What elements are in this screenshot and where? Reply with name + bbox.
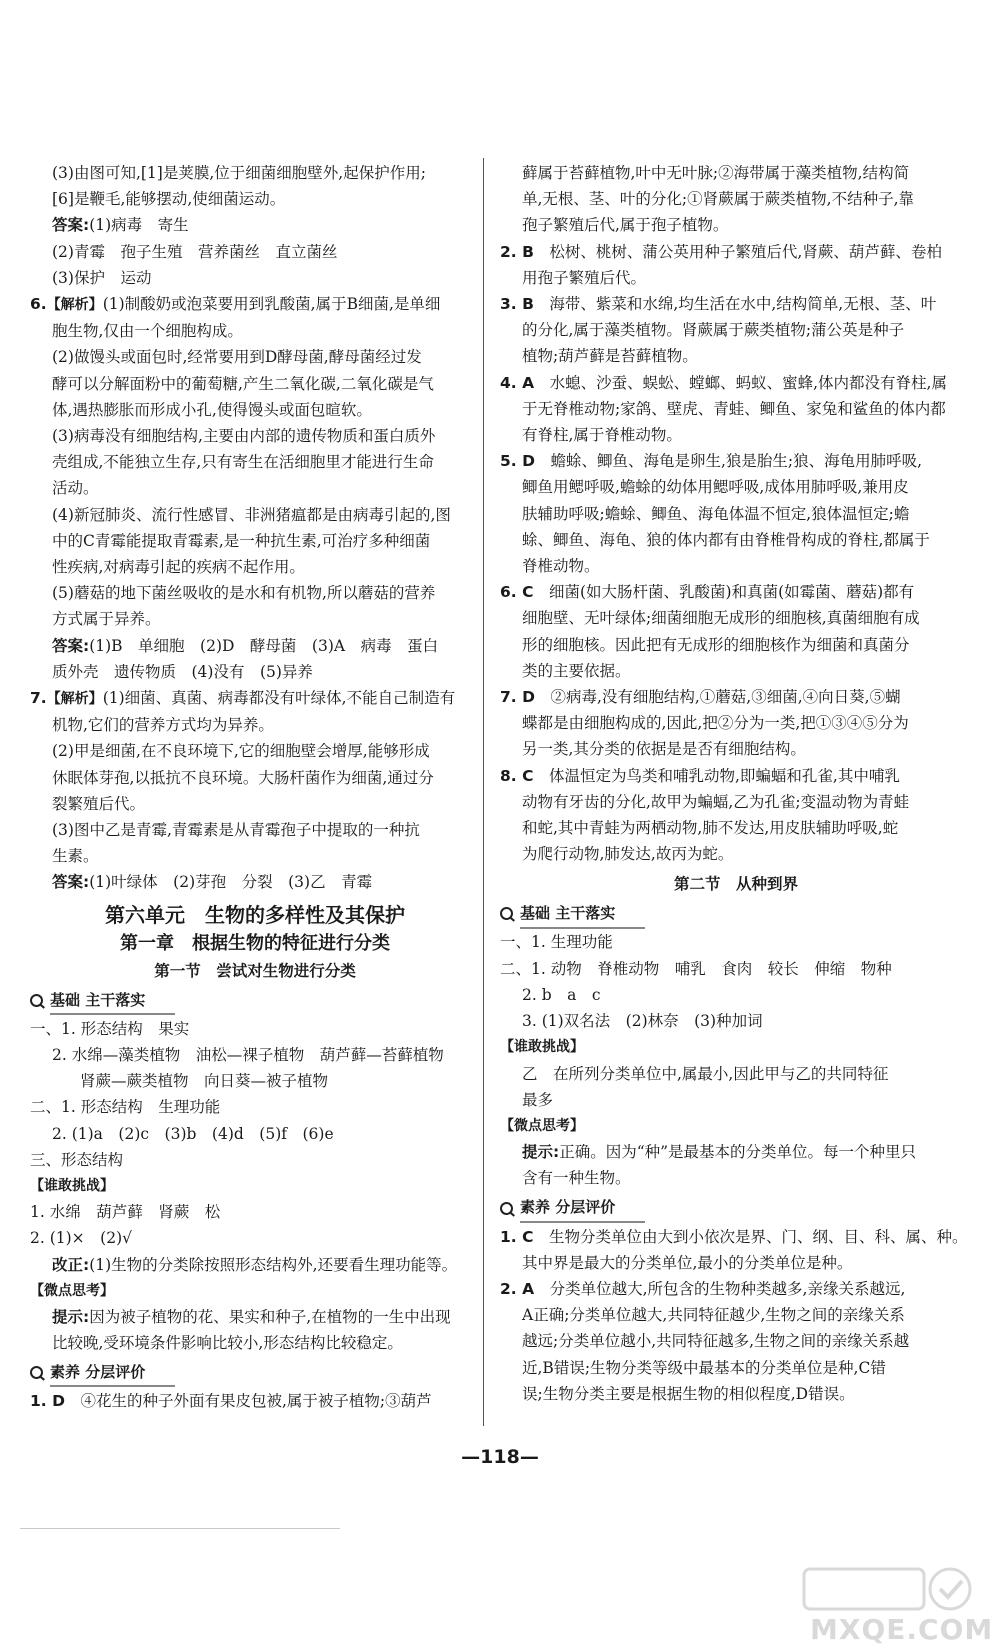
left-column bbox=[30, 160, 480, 1415]
text-line: 细胞壁、无叶绿体;细菌细胞无成形的细胞核,真菌细胞有成 bbox=[522, 609, 920, 628]
text-line: 鲫鱼用鳃呼吸,蟾蜍的幼体用鳃呼吸,成体用肺呼吸,兼用皮 bbox=[522, 478, 909, 497]
text-line: 蜍、鲫鱼、海龟、狼的体内都有由脊椎骨构成的脊柱,都属于 bbox=[522, 530, 930, 549]
question-number: 3. B bbox=[500, 295, 534, 314]
text-line: 体温恒定为鸟类和哺乳动物,即蝙蝠和孔雀,其中哺乳 bbox=[548, 766, 900, 785]
text-line: (3)病毒没有细胞结构,主要由内部的遗传物质和蛋白质外 bbox=[52, 427, 436, 446]
answer-text: (1)病毒 寄生 bbox=[89, 216, 189, 235]
section-header-evaluation bbox=[500, 1196, 972, 1222]
text-line: 藓属于苔藓植物,叶中无叶脉;②海带属于藻类植物,结构简 bbox=[522, 164, 910, 182]
text-line: (5)蘑菇的地下菌丝吸收的是水和有机物,所以蘑菇的营养 bbox=[52, 584, 436, 603]
question-number: 2. B bbox=[500, 242, 534, 261]
answer-label: 答案: bbox=[52, 216, 90, 235]
right-column bbox=[500, 160, 972, 1407]
think-tag: 【微点思考】 bbox=[500, 1117, 584, 1134]
text-line: (3)图中乙是青霉,青霉素是从青霉孢子中提取的一种抗 bbox=[52, 821, 420, 840]
text-line: 正确。因为“种”是最基本的分类单位。每一个种里只 bbox=[559, 1143, 917, 1162]
challenge-tag: 【谁敢挑战】 bbox=[500, 1039, 584, 1056]
text-line: 2. (1)× (2)√ bbox=[30, 1229, 132, 1248]
text-line: 有脊柱,属于脊椎动物。 bbox=[522, 426, 682, 445]
text-line: (1)制酸奶或泡菜要用到乳酸菌,属于B细菌,是单细 bbox=[102, 295, 441, 314]
text-line: 3. (1)双名法 (2)林奈 (3)种加词 bbox=[522, 1012, 763, 1031]
text-line: 性疾病,对病毒引起的疾病不起作用。 bbox=[52, 558, 305, 577]
text-line: 比较晚,受环境条件影响比较小,形态结构比较稳定。 bbox=[52, 1334, 403, 1353]
text-line: 一、1. 形态结构 果实 bbox=[30, 1019, 190, 1038]
text-line: A正确;分类单位越大,共同特征越少,生物之间的亲缘关系 bbox=[522, 1306, 905, 1325]
text-line: 分类单位越大,所包含的生物种类越多,亲缘关系越远, bbox=[549, 1279, 906, 1298]
section-header-basics bbox=[30, 988, 480, 1014]
text-line: 松树、桃树、蒲公英用种子繁殖后代,肾蕨、葫芦藓、卷柏 bbox=[549, 242, 942, 261]
text-line: 二、1. 动物 脊椎动物 哺乳 食肉 较长 伸缩 物种 bbox=[500, 959, 892, 978]
text-line: 形的细胞核。因此把有无成形的细胞核作为细菌和真菌分 bbox=[522, 635, 910, 654]
text-line: 近,B错误;生物分类等级中最基本的分类单位是种,C错 bbox=[522, 1358, 886, 1377]
text-line: 蝶都是由细胞构成的,因此,把②分为一类,把①③④⑤分为 bbox=[522, 714, 909, 733]
question-number: 7. D bbox=[500, 688, 535, 707]
text-line: 2. b a c bbox=[522, 985, 601, 1004]
hint-label: 提示: bbox=[522, 1143, 560, 1162]
text-line: 用孢子繁殖后代。 bbox=[522, 268, 647, 287]
answer-label: 答案: bbox=[52, 636, 90, 655]
challenge-tag: 【谁敢挑战】 bbox=[30, 1177, 114, 1194]
text-line: 肾蕨—蕨类植物 向日葵—被子植物 bbox=[80, 1072, 329, 1091]
text-line: 另一类,其分类的依据是是否有细胞结构。 bbox=[522, 740, 806, 759]
section-header-evaluation bbox=[30, 1360, 480, 1386]
text-line: 体,遇热膨胀而形成小孔,使得馒头或面包暄软。 bbox=[52, 400, 372, 419]
text-line: 机物,它们的营养方式均为异养。 bbox=[52, 716, 274, 735]
watermark-text: MXQE.COM bbox=[810, 1613, 994, 1646]
answer-text: (1)B 单细胞 (2)D 酵母菌 (3)A 病毒 蛋白 bbox=[89, 636, 439, 655]
section-header-label: 素养 分层评价 bbox=[520, 1194, 645, 1222]
text-line: (3)由图可知,[1]是荚膜,位于细菌细胞壁外,起保护作用; bbox=[52, 164, 426, 182]
text-line: 水螅、沙蚕、蜈蚣、螳螂、蚂蚁、蜜蜂,体内都没有脊柱,属 bbox=[549, 373, 947, 392]
section-title: 第二节 从种到界 bbox=[673, 875, 798, 894]
text-line: 细菌(如大肠杆菌、乳酸菌)和真菌(如霉菌、蘑菇)都有 bbox=[548, 583, 915, 602]
chapter-title: 第一章 根据生物的特征进行分类 bbox=[120, 932, 390, 954]
text-line: ②病毒,没有细胞结构,①蘑菇,③细菌,④向日葵,⑤蝴 bbox=[550, 688, 901, 707]
magnifier-icon bbox=[500, 1202, 514, 1216]
text-line: 于无脊椎动物;家鸽、壁虎、青蛙、鲫鱼、家兔和鲨鱼的体内都 bbox=[522, 399, 946, 418]
answer-text: 质外壳 遗传物质 (4)没有 (5)异养 bbox=[52, 662, 313, 681]
magnifier-icon bbox=[500, 907, 514, 921]
question-number: 1. C bbox=[500, 1227, 534, 1246]
text-line: 壳组成,不能独立生存,只有寄生在活细胞里才能进行生命 bbox=[52, 453, 434, 472]
question-number: 6. C bbox=[500, 583, 534, 602]
think-tag: 【微点思考】 bbox=[30, 1282, 114, 1299]
text-line: 裂繁殖后代。 bbox=[52, 794, 146, 813]
correction-label: 改正: bbox=[52, 1255, 90, 1274]
answer-label: 答案: bbox=[52, 873, 90, 892]
page-number: —118— bbox=[461, 1446, 539, 1468]
text-line: 休眠体芽孢,以抵抗不良环境。大肠杆菌作为细菌,通过分 bbox=[52, 768, 434, 787]
text-line: 1. 水绵 葫芦藓 肾蕨 松 bbox=[30, 1203, 221, 1222]
magnifier-icon bbox=[30, 1366, 44, 1380]
question-number: 1. D bbox=[30, 1392, 65, 1411]
text-line: 三、形态结构 bbox=[30, 1150, 124, 1169]
text-line: 二、1. 形态结构 生理功能 bbox=[30, 1098, 221, 1117]
text-line: 海带、紫菜和水绵,均生活在水中,结构简单,无根、茎、叶 bbox=[549, 295, 937, 314]
text-line: 的分化,属于藻类植物。肾蕨属于蕨类植物;蒲公英是种子 bbox=[522, 321, 905, 340]
text-line: 一、1. 生理功能 bbox=[500, 933, 613, 952]
section-header-basics bbox=[500, 901, 972, 927]
answer-text: (1)叶绿体 (2)芽孢 分裂 (3)乙 青霉 bbox=[89, 873, 373, 892]
text-line: 肤辅助呼吸;蟾蜍、鲫鱼、海龟体温不恒定,狼体温恒定;蟾 bbox=[522, 504, 910, 523]
text-line: 类的主要依据。 bbox=[522, 661, 631, 680]
text-line: 和蛇,其中青蛙为两栖动物,肺不发达,用皮肤辅助呼吸,蛇 bbox=[522, 819, 899, 838]
text-line: 因为被子植物的花、果实和种子,在植物的一生中出现 bbox=[89, 1307, 451, 1326]
text-line: (1)细菌、真菌、病毒都没有叶绿体,不能自己制造有 bbox=[102, 689, 456, 708]
magnifier-icon bbox=[30, 994, 44, 1008]
text-line: 蟾蜍、鲫鱼、海龟是卵生,狼是胎生;狼、海龟用肺呼吸, bbox=[550, 452, 923, 471]
text-line: 动物有牙齿的分化,故甲为蝙蝠,乙为孔雀;变温动物为青蛙 bbox=[522, 792, 910, 811]
text-line: 胞生物,仅由一个细胞构成。 bbox=[52, 322, 243, 341]
watermark-logo bbox=[800, 1565, 994, 1646]
question-number: 5. D bbox=[500, 452, 535, 471]
answer-text: (3)保护 运动 bbox=[52, 268, 152, 287]
text-line: (1)生物的分类除按照形态结构外,还要看生理功能等。 bbox=[89, 1255, 458, 1274]
analysis-tag: 【解析】 bbox=[46, 297, 103, 314]
text-line: 2. (1)a (2)c (3)b (4)d (5)f (6)e bbox=[52, 1124, 334, 1143]
answer-text: (2)青霉 孢子生殖 营养菌丝 直立菌丝 bbox=[52, 242, 338, 261]
text-line: 植物;葫芦藓是苔藓植物。 bbox=[522, 347, 698, 366]
text-line: ④花生的种子外面有果皮包被,属于被子植物;③葫芦 bbox=[80, 1392, 432, 1411]
question-number: 6. bbox=[30, 295, 47, 314]
text-line: 酵可以分解面粉中的葡萄糖,产生二氧化碳,二氧化碳是气 bbox=[52, 374, 434, 393]
question-number: 8. C bbox=[500, 766, 534, 785]
section-header-label: 基础 主干落实 bbox=[520, 900, 645, 928]
text-line: [6]是鞭毛,能够摆动,使细菌运动。 bbox=[52, 190, 286, 209]
text-line: 中的C青霉能提取青霉素,是一种抗生素,可治疗多种细菌 bbox=[52, 531, 431, 550]
question-number: 7. bbox=[30, 689, 47, 708]
analysis-tag: 【解析】 bbox=[46, 691, 103, 708]
text-line: (2)做馒头或面包时,经常要用到D酵母菌,酵母菌经过发 bbox=[52, 348, 422, 367]
text-line: 含有一种生物。 bbox=[522, 1169, 631, 1188]
text-line: 活动。 bbox=[52, 479, 99, 498]
text-line: 为爬行动物,肺发达,故丙为蛇。 bbox=[522, 845, 734, 864]
section-header-label: 素养 分层评价 bbox=[50, 1359, 175, 1387]
text-line: (2)甲是细菌,在不良环境下,它的细胞壁会增厚,能够形成 bbox=[52, 742, 430, 761]
text-line: 2. 水绵—藻类植物 油松—裸子植物 葫芦藓—苔藓植物 bbox=[52, 1045, 444, 1064]
question-number: 4. A bbox=[500, 373, 535, 392]
section-title: 第一节 尝试对生物进行分类 bbox=[154, 961, 356, 980]
text-line: 生素。 bbox=[52, 847, 99, 866]
text-line: 最多 bbox=[522, 1090, 554, 1109]
question-number: 2. A bbox=[500, 1279, 535, 1298]
text-line: 方式属于异养。 bbox=[52, 610, 161, 629]
text-line: 乙 在所列分类单位中,属最小,因此甲与乙的共同特征 bbox=[522, 1064, 889, 1083]
scan-edge-line bbox=[20, 1528, 340, 1529]
text-line: (4)新冠肺炎、流行性感冒、非洲猪瘟都是由病毒引起的,图 bbox=[52, 505, 451, 524]
column-divider bbox=[483, 158, 484, 1426]
text-line: 误;生物分类主要是根据生物的相似程度,D错误。 bbox=[522, 1384, 855, 1403]
watermark-icon bbox=[800, 1565, 980, 1615]
text-line: 单,无根、茎、叶的分化;①肾蕨属于蕨类植物,不结种子,靠 bbox=[522, 190, 915, 209]
hint-label: 提示: bbox=[52, 1307, 90, 1326]
text-line: 生物分类单位由大到小依次是界、门、纲、目、科、属、种。 bbox=[548, 1227, 968, 1246]
unit-title: 第六单元 生物的多样性及其保护 bbox=[105, 902, 405, 927]
text-line: 孢子繁殖后代,属于孢子植物。 bbox=[522, 216, 729, 235]
section-header-label: 基础 主干落实 bbox=[50, 987, 175, 1015]
text-line: 其中界是最大的分类单位,最小的分类单位是种。 bbox=[522, 1253, 853, 1272]
text-line: 越远;分类单位越小,共同特征越多,生物之间的亲缘关系越 bbox=[522, 1332, 910, 1351]
text-line: 脊椎动物。 bbox=[522, 557, 600, 576]
